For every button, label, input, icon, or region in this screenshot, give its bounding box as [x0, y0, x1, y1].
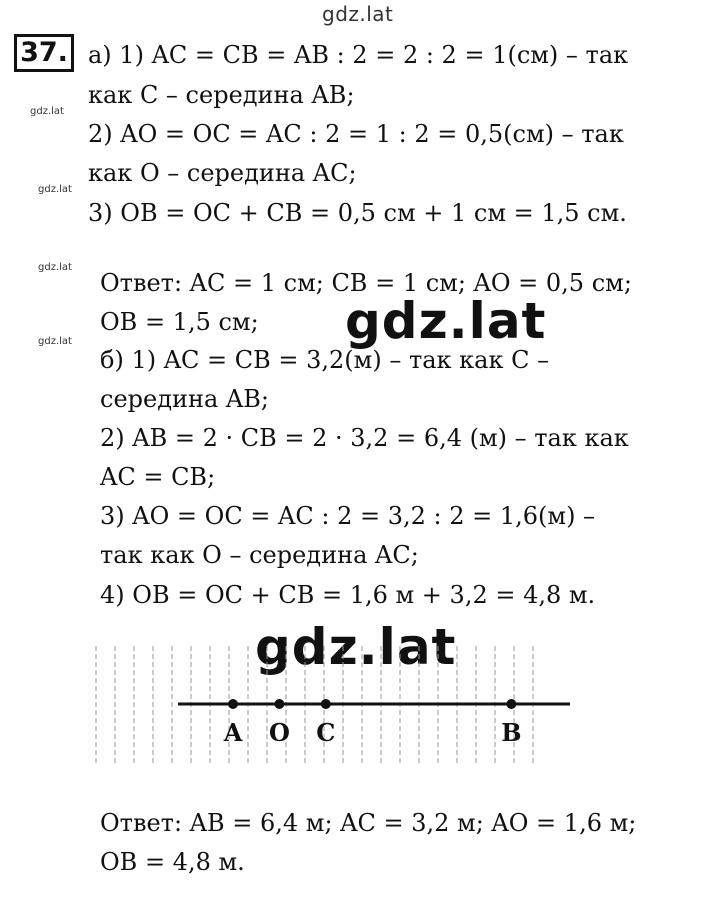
watermark-big: gdz.lat	[345, 292, 547, 350]
solution-line: середина AB;	[100, 385, 269, 413]
solution-line: а) 1) AC = CB = AB : 2 = 2 : 2 = 1(см) – так	[88, 41, 629, 69]
watermark-big: gdz.lat	[255, 618, 457, 676]
watermark-small: gdz.lat	[38, 184, 72, 195]
solution-line: 4) OB = OC + CB = 1,6 м + 3,2 = 4,8 м.	[100, 581, 596, 609]
point-label-a: A	[223, 718, 243, 747]
watermark-small: gdz.lat	[38, 262, 72, 273]
watermark-small: gdz.lat	[38, 336, 72, 347]
solution-line: 3) OB = OC + CB = 0,5 см + 1 см = 1,5 см.	[88, 199, 627, 227]
solution-line: 2) AB = 2 · CB = 2 · 3,2 = 6,4 (м) – так как	[100, 424, 629, 452]
point-label-b: B	[501, 718, 522, 747]
segment-diagram	[90, 638, 570, 768]
point-b	[506, 699, 516, 709]
solution-line: так как O – середина AC;	[100, 541, 419, 569]
point-a	[228, 699, 238, 709]
solution-line: как C – середина AB;	[88, 81, 355, 109]
watermark-top: gdz.lat	[322, 2, 394, 26]
answer-line: Ответ: AB = 6,4 м; AC = 3,2 м; AO = 1,6 м;	[100, 809, 637, 837]
answer-line: Ответ: AC = 1 см; CB = 1 см; AO = 0,5 см;	[100, 269, 632, 297]
watermark-small: gdz.lat	[30, 106, 64, 117]
solution-line: б) 1) AC = CB = 3,2(м) – так как C –	[100, 346, 550, 374]
solution-line: 2) AO = OC = AC : 2 = 1 : 2 = 0,5(см) – так	[88, 120, 624, 148]
solution-line: как O – середина AC;	[88, 159, 357, 187]
point-label-c: C	[316, 718, 336, 747]
solution-line: 3) AO = OC = AC : 2 = 3,2 : 2 = 1,6(м) –	[100, 502, 596, 530]
solution-line: AC = CB;	[100, 463, 216, 491]
point-label-o: O	[268, 718, 290, 747]
point-o	[274, 699, 284, 709]
problem-number: 37.	[14, 34, 74, 72]
answer-line: OB = 4,8 м.	[100, 848, 245, 876]
point-c	[321, 699, 331, 709]
answer-line: OB = 1,5 см;	[100, 308, 259, 336]
